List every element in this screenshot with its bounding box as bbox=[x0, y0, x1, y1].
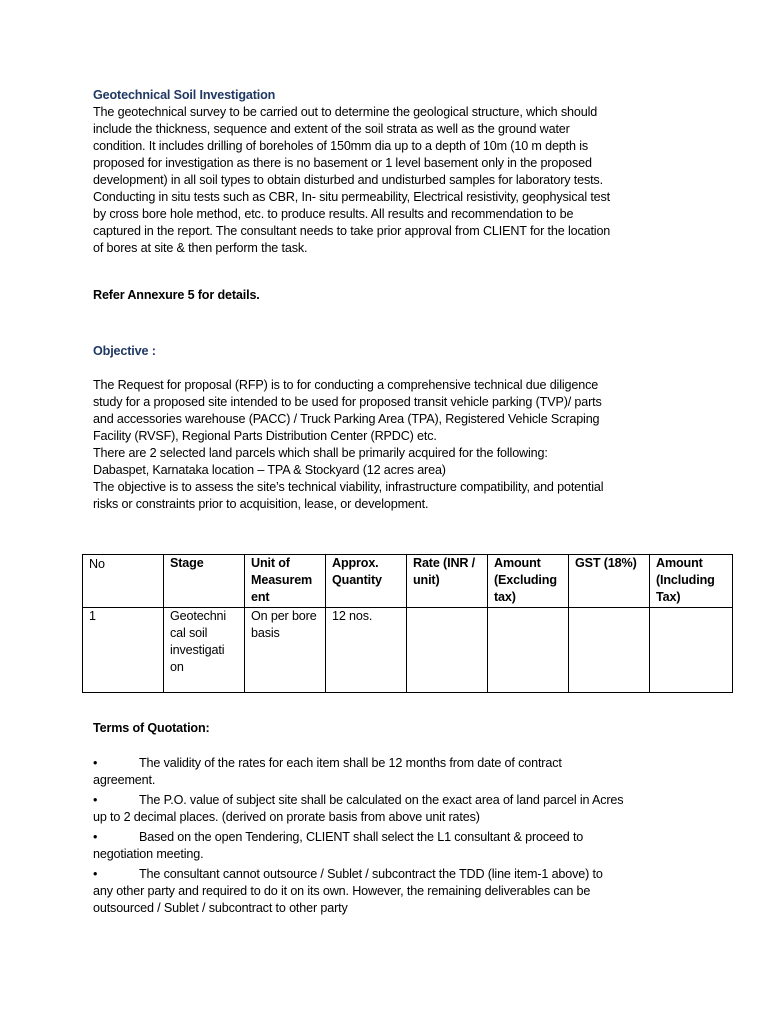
terms-item-text: agreement. bbox=[93, 773, 156, 787]
terms-item-text: The consultant cannot outsource / Sublet / subcontract the TDD (line item-1 above) to bbox=[139, 867, 603, 881]
objective-line: Facility (RVSF), Regional Parts Distribution Center (RPDC) etc. bbox=[93, 429, 437, 443]
header-cell: Amount (Including Tax) bbox=[650, 555, 733, 608]
geotech-heading: Geotechnical Soil Investigation bbox=[93, 88, 276, 102]
geotech-line: include the thickness, sequence and extent of the soil strata as well as the ground water bbox=[93, 122, 570, 136]
table-cell bbox=[407, 608, 488, 693]
header-cell: Unit of Measurem ent bbox=[245, 555, 326, 608]
terms-item-text: The P.O. value of subject site shall be calculated on the exact area of land parcel in Acres bbox=[139, 793, 624, 807]
terms-item-text: negotiation meeting. bbox=[93, 847, 204, 861]
annexure-reference: Refer Annexure 5 for details. bbox=[93, 288, 260, 302]
table-cell: Geotechni cal soil investigati on bbox=[164, 608, 245, 693]
terms-item-text: Based on the open Tendering, CLIENT shall select the L1 consultant & proceed to bbox=[139, 830, 584, 844]
header-cell: Stage bbox=[164, 555, 245, 608]
table-cell: 12 nos. bbox=[326, 608, 407, 693]
header-cell: GST (18%) bbox=[569, 555, 650, 608]
table-row bbox=[83, 608, 733, 693]
objective-paragraph bbox=[93, 377, 693, 513]
terms-heading: Terms of Quotation: bbox=[93, 721, 210, 735]
terms-item bbox=[93, 792, 693, 826]
geotech-line: The geotechnical survey to be carried out to determine the geological structure, which should bbox=[93, 105, 598, 119]
objective-line: study for a proposed site intended to be used for proposed transit vehicle parking (TVP)/ parts bbox=[93, 395, 602, 409]
geotech-line: condition. It includes drilling of boreholes of 150mm dia up to a depth of 10m (10 m depth is bbox=[93, 139, 588, 153]
terms-item-text: up to 2 decimal places. (derived on prorate basis from above unit rates) bbox=[93, 810, 480, 824]
table-cell: On per bore basis bbox=[245, 608, 326, 693]
geotech-line: captured in the report. The consultant needs to take prior approval from CLIENT for the location bbox=[93, 224, 611, 238]
objective-line: The Request for proposal (RFP) is to for conducting a comprehensive technical due diligence bbox=[93, 378, 599, 392]
objective-line: risks or constraints prior to acquisition, lease, or development. bbox=[93, 497, 429, 511]
bullet-icon: • bbox=[93, 867, 98, 881]
header-cell: Amount (Excluding tax) bbox=[488, 555, 569, 608]
header-cell: No bbox=[83, 555, 164, 608]
terms-item bbox=[93, 829, 693, 863]
table-cell bbox=[650, 608, 733, 693]
objective-line: Dabaspet, Karnataka location – TPA & Stockyard (12 acres area) bbox=[93, 463, 446, 477]
bullet-icon: • bbox=[93, 793, 98, 807]
objective-line: and accessories warehouse (PACC) / Truck Parking Area (TPA), Registered Vehicle Scraping bbox=[93, 412, 600, 426]
table-cell bbox=[488, 608, 569, 693]
geotech-line: Conducting in situ tests such as CBR, In- situ permeability, Electrical resistivity, geophysical test bbox=[93, 190, 611, 204]
terms-item-text: any other party and required to do it on its own. However, the remaining deliverables can be bbox=[93, 884, 591, 898]
quotation-table bbox=[82, 554, 733, 693]
geotech-line: development) in all soil types to obtain disturbed and undisturbed samples for laboratory tests. bbox=[93, 173, 603, 187]
bullet-icon: • bbox=[93, 830, 98, 844]
geotech-line: by cross bore hole method, etc. to produce results. All results and recommendation to be bbox=[93, 207, 574, 221]
objective-line: There are 2 selected land parcels which shall be primarily acquired for the following: bbox=[93, 446, 548, 460]
geotech-line: of bores at site & then perform the task. bbox=[93, 241, 308, 255]
geotech-paragraph bbox=[93, 104, 693, 257]
terms-item bbox=[93, 755, 693, 789]
header-cell: Approx. Quantity bbox=[326, 555, 407, 608]
bullet-icon: • bbox=[93, 756, 98, 770]
objective-heading: Objective : bbox=[93, 344, 156, 358]
objective-line: The objective is to assess the site’s technical viability, infrastructure compatibility, and potential bbox=[93, 480, 604, 494]
header-cell: Rate (INR / unit) bbox=[407, 555, 488, 608]
terms-item bbox=[93, 866, 693, 917]
table-header-row bbox=[83, 555, 733, 608]
table-cell: 1 bbox=[83, 608, 164, 693]
table-cell bbox=[569, 608, 650, 693]
geotech-line: proposed for investigation as there is no basement or 1 level basement only in the proposed bbox=[93, 156, 592, 170]
terms-item-text: outsourced / Sublet / subcontract to other party bbox=[93, 901, 348, 915]
terms-item-text: The validity of the rates for each item shall be 12 months from date of contract bbox=[139, 756, 562, 770]
